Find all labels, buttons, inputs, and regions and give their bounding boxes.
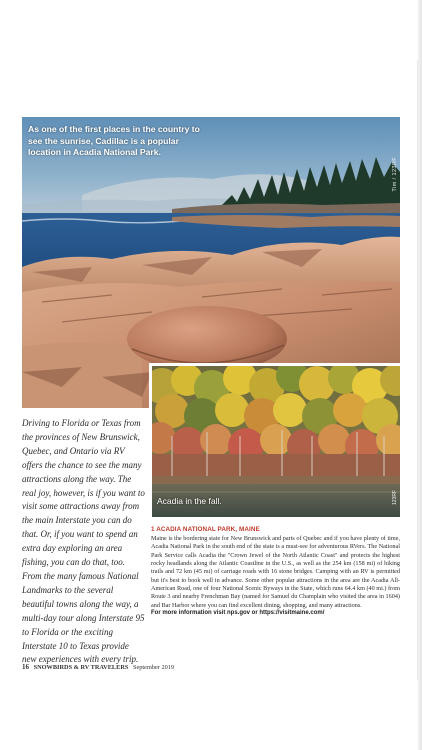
publication-name: SNOWBIRDS & RV TRAVELERS xyxy=(33,664,129,671)
main-photo-caption: As one of the first places in the country to see the sunrise, Cadillac is a popular location in Acadia National Park. xyxy=(28,124,200,158)
main-photo-credit: Tim / 123RF xyxy=(392,157,398,192)
page-edge xyxy=(418,0,422,750)
entry-more-info: For more information visit nps.gov or https://visitmaine.com/ xyxy=(151,610,325,617)
destination-entry xyxy=(151,526,400,616)
intro-body-text: Driving to Florida or Texas from the provinces of New Brunswick, Quebec, and Ontario via RV offers the chance to see the many attractions along the way. The real joy, however, is if you want to visit some attractions away from the main Interstate you can do that. Or, if you want to spend an extra day exploring an area fishing, you can do that, too. From the many famous National Landmarks to the several beautiful towns along the way, a multi-day tour along Interstate 95 to Florida or the exciting Interstate 10 to Texas provide new experiences with every trip. xyxy=(22,418,145,665)
page-footer xyxy=(22,663,174,671)
entry-body: Maine is the bordering state for New Brunswick and parts of Quebec and if you have plenty of time, Acadia National Park in the south end of the state is a must-see for adventurous RVers. The National Park Service calls Acadia the "Crown Jewel of the North Atlantic Coast" and protects the highest rocky headlands along the Atlantic Coastline in the U.S., as well as the 254 km (158 mi) of hiking trails and 72 km (45 mi) of carriage roads with 16 stone bridges. Camping with an RV is permitted but it's best to book well in advance. Some other popular attractions in the area are the Acadia All-American Road, one of four National Scenic Byways in the State, which runs 64.4 km (40 mi.) from Route 3 and nearby Frenchman Bay (named for Samuel du Champlain who visited the area in 1604) and Bar Harbor where you can find excellent dining, shopping, and many attractions. xyxy=(151,535,400,609)
fall-photo-frame xyxy=(149,363,400,517)
entry-title: 1 ACADIA NATIONAL PARK, MAINE xyxy=(151,526,260,533)
fall-photo xyxy=(152,366,400,517)
page-number: 16 xyxy=(22,663,29,671)
issue-date: September 2019 xyxy=(132,664,175,671)
fall-photo-credit: 123RF xyxy=(392,489,398,505)
fall-photo-caption: Acadia in the fall. xyxy=(157,496,222,506)
fall-forest-illustration xyxy=(152,366,400,517)
page-edge-line xyxy=(417,60,418,680)
